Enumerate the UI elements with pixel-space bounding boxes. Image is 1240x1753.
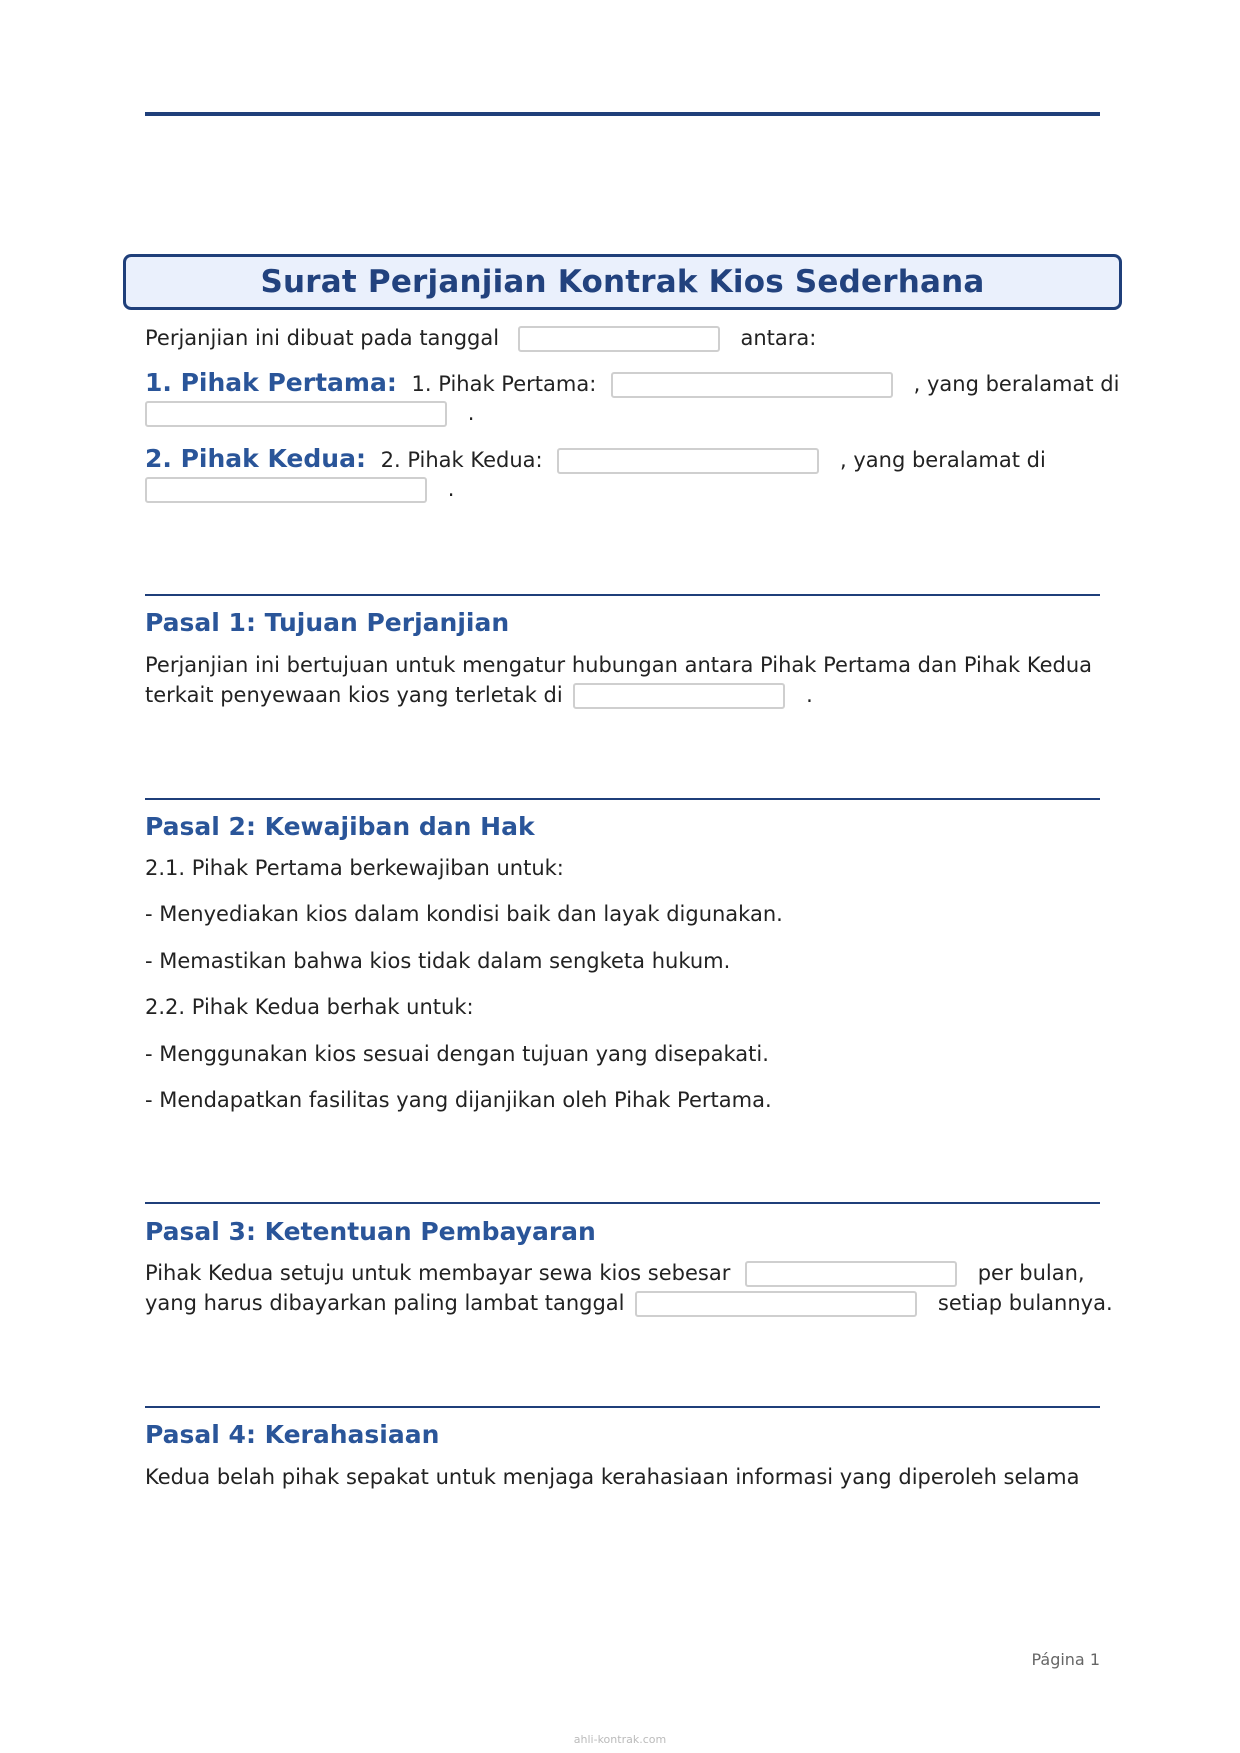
section-2-line: - Menyediakan kios dalam kondisi baik dan layak digunakan.: [145, 902, 783, 926]
section-3-line-1-text: Pihak Kedua setuju untuk membayar sewa kios sebesar: [145, 1261, 731, 1285]
party-first-address-text: , yang beralamat di: [913, 372, 1120, 396]
party-second-address-text: , yang beralamat di: [840, 448, 1046, 472]
section-2-line: 2.1. Pihak Pertama berkewajiban untuk:: [145, 856, 564, 880]
section-3-rule: [145, 1202, 1100, 1204]
intro-line: [145, 323, 816, 353]
rent-amount-field[interactable]: [745, 1261, 957, 1287]
section-3-line-1-end: per bulan,: [977, 1261, 1085, 1285]
section-2-line: - Memastikan bahwa kios tidak dalam sengketa hukum.: [145, 949, 731, 973]
section-3-title: Pasal 3: Ketentuan Pembayaran: [145, 1217, 596, 1246]
section-2-title: Pasal 2: Kewajiban dan Hak: [145, 812, 535, 841]
party-second-prefix: 2. Pihak Kedua:: [380, 448, 543, 472]
title-box: [123, 254, 1122, 310]
party-first-name-field[interactable]: [611, 372, 893, 398]
section-2-line: - Menggunakan kios sesuai dengan tujuan yang disepakati.: [145, 1042, 769, 1066]
section-1-line-2: [145, 680, 813, 710]
party-first-address-field[interactable]: [145, 401, 447, 427]
date-field[interactable]: [518, 326, 720, 352]
party-second-line: [145, 444, 1046, 475]
party-second-address-line: [145, 474, 454, 504]
section-1-rule: [145, 594, 1100, 596]
top-rule: [145, 112, 1100, 116]
intro-text-before: Perjanjian ini dibuat pada tanggal: [145, 326, 500, 350]
section-1-line-2-end: .: [806, 683, 813, 707]
section-4-title: Pasal 4: Kerahasiaan: [145, 1420, 440, 1449]
section-3-line-1: [145, 1258, 1085, 1288]
party-second-address-field[interactable]: [145, 477, 427, 503]
section-2-rule: [145, 798, 1100, 800]
party-first-prefix: 1. Pihak Pertama:: [411, 372, 597, 396]
section-1-title: Pasal 1: Tujuan Perjanjian: [145, 608, 510, 637]
page-number: Página 1: [1031, 1650, 1100, 1669]
party-second-end: .: [447, 477, 455, 501]
footer-site: ahli-kontrak.com: [573, 1733, 667, 1746]
party-second-label: 2. Pihak Kedua:: [145, 444, 366, 473]
party-first-label: 1. Pihak Pertama:: [145, 368, 397, 397]
party-first-line: [145, 368, 1119, 399]
party-first-end: .: [467, 401, 475, 425]
section-2-line: 2.2. Pihak Kedua berhak untuk:: [145, 995, 474, 1019]
section-3-line-2-text: yang harus dibayarkan paling lambat tanggal: [145, 1291, 625, 1315]
intro-text-after: antara:: [740, 326, 817, 350]
section-2-line: - Mendapatkan fasilitas yang dijanjikan oleh Pihak Pertama.: [145, 1088, 772, 1112]
section-1-line-2-text: terkait penyewaan kios yang terletak di: [145, 683, 563, 707]
document-title: Surat Perjanjian Kontrak Kios Sederhana: [260, 264, 985, 300]
section-3-line-2: [145, 1288, 1113, 1318]
section-3-line-2-end: setiap bulannya.: [937, 1291, 1113, 1315]
section-4-line-1: Kedua belah pihak sepakat untuk menjaga kerahasiaan informasi yang diperoleh selama: [145, 1465, 1080, 1489]
party-second-name-field[interactable]: [557, 448, 819, 474]
section-4-rule: [145, 1406, 1100, 1408]
payment-due-date-field[interactable]: [635, 1291, 917, 1317]
section-1-line-1: Perjanjian ini bertujuan untuk mengatur hubungan antara Pihak Pertama dan Pihak Kedua: [145, 653, 1093, 677]
party-first-address-line: [145, 398, 474, 428]
kiosk-location-field[interactable]: [573, 683, 785, 709]
